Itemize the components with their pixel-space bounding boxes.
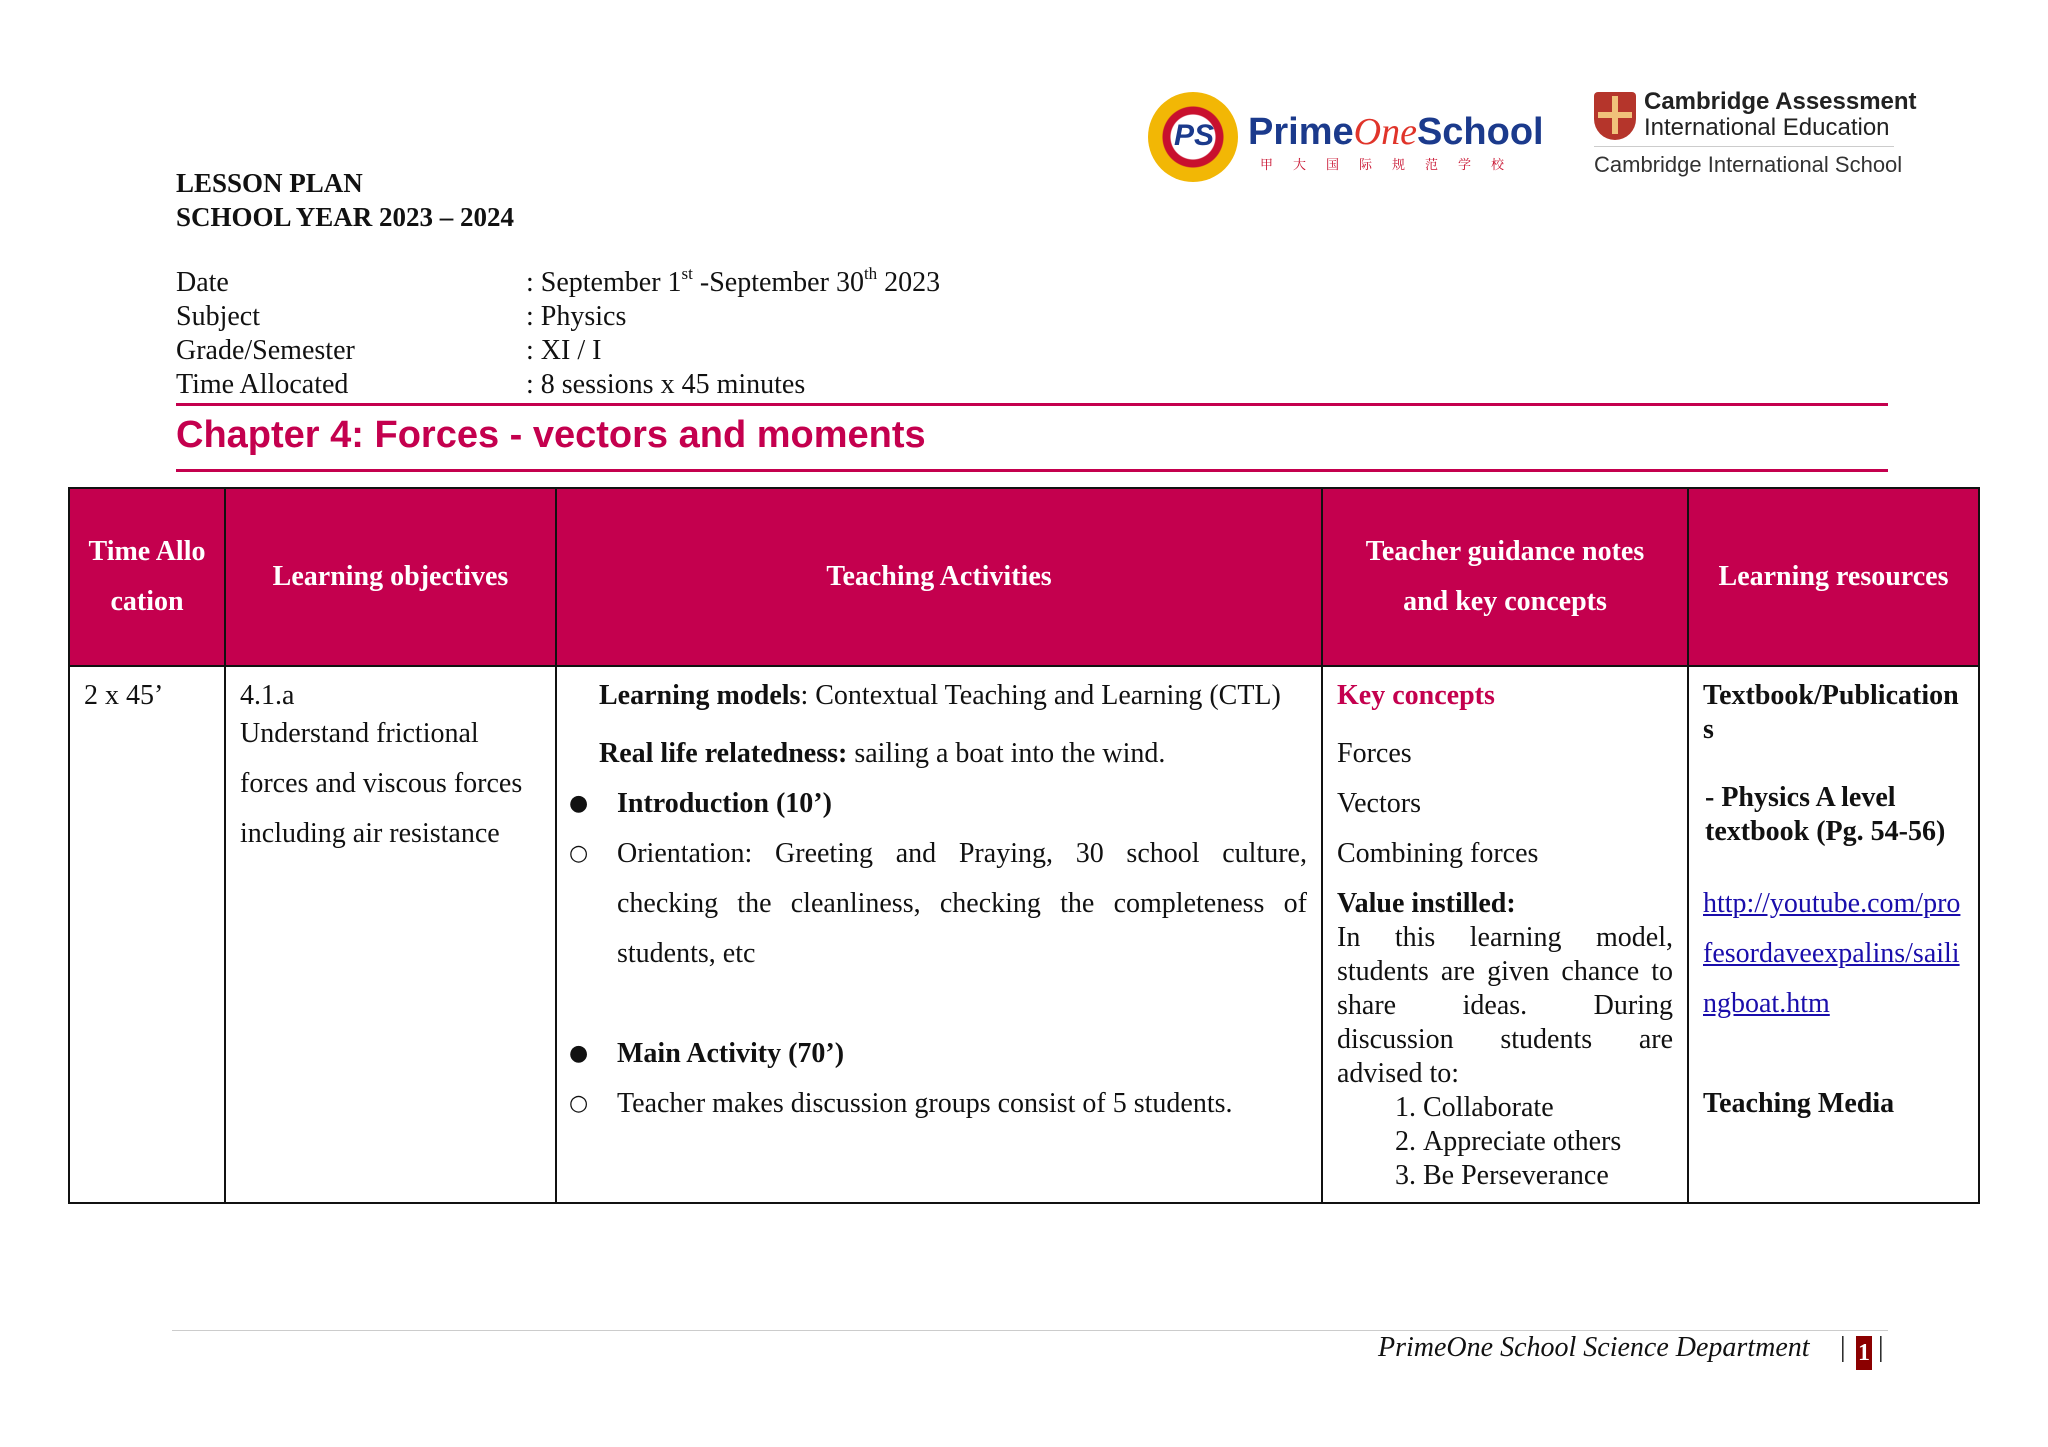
chapter-title: Chapter 4: Forces - vectors and moments xyxy=(176,414,926,456)
resources-textbook-item: - Physics A level textbook (Pg. 54-56) xyxy=(1705,782,1946,847)
objective-code: 4.1.a xyxy=(240,680,295,711)
footer-separator-end: | xyxy=(1878,1332,1884,1363)
footer-department: PrimeOne School Science Department xyxy=(1378,1332,1810,1363)
concept-combining-forces: Combining forces xyxy=(1337,838,1539,869)
page-number: 1 xyxy=(1856,1336,1872,1370)
chapter-bottom-rule xyxy=(176,469,1888,472)
date-label: Date xyxy=(176,267,229,298)
seal-initials: PS xyxy=(1174,119,1215,152)
list-item xyxy=(569,829,1307,979)
main-activity-heading: Main Activity (70’) xyxy=(617,1038,845,1069)
brand-prime: Prime xyxy=(1248,111,1354,153)
bullet-icon: ● xyxy=(569,1041,589,1066)
header-guidance-line-1: Teacher guidance notes xyxy=(1365,536,1645,567)
cell-resources xyxy=(1688,666,1979,1203)
primeone-school-logo xyxy=(1148,92,1544,188)
spacer xyxy=(569,979,1307,1029)
real-life-label: Real life relatedness: xyxy=(599,738,848,769)
subject-value: : Physics xyxy=(526,301,627,332)
cambridge-line-2: International Education xyxy=(1644,114,1890,141)
key-concepts-title: Key concepts xyxy=(1337,680,1495,711)
concept-forces: Forces xyxy=(1337,738,1412,769)
circle-bullet-icon: ○ xyxy=(569,841,589,866)
date-start-suffix: st xyxy=(681,264,693,283)
date-end: -September 30 xyxy=(692,267,864,298)
table-header-row xyxy=(69,488,1979,666)
list-item xyxy=(569,1079,1307,1129)
time-value-text: 2 x 45’ xyxy=(84,680,164,711)
values-list xyxy=(1337,1091,1673,1193)
grade-value: : XI / I xyxy=(526,335,602,366)
value-instilled-text: In this learning model, students are given chance to share ideas. During discussion students are advised to: xyxy=(1337,922,1673,1089)
resources-teaching-media: Teaching Media xyxy=(1703,1088,1895,1119)
header-teacher-guidance xyxy=(1322,488,1688,666)
introduction-heading: Introduction (10’) xyxy=(617,788,832,819)
time-value: : 8 sessions x 45 minutes xyxy=(526,369,806,400)
grade-label: Grade/Semester xyxy=(176,335,355,366)
subject-label: Subject xyxy=(176,301,260,332)
date-year: 2023 xyxy=(877,267,941,298)
learning-models-value: : Contextual Teaching and Learning (CTL) xyxy=(800,680,1281,711)
header-teaching-activities: Teaching Activities xyxy=(556,488,1322,666)
learning-models-label: Learning models xyxy=(599,680,801,711)
discussion-groups-text: Teacher makes discussion groups consist of 5 students. xyxy=(617,1088,1233,1119)
orientation-text: Orientation: Greeting and Praying, 30 school culture, checking the cleanliness, checking the completeness of students, etc xyxy=(617,838,1307,969)
list-item xyxy=(569,779,1307,829)
footer-rule xyxy=(172,1330,1888,1331)
date-value xyxy=(526,266,940,300)
learning-models-line xyxy=(569,679,1307,713)
list-item: 3. Be Perseverance xyxy=(1423,1159,1673,1193)
cambridge-line-1: Cambridge Assessment xyxy=(1644,88,1917,115)
real-life-line xyxy=(569,729,1307,779)
school-seal-icon xyxy=(1148,92,1238,182)
table-row xyxy=(69,666,1979,1203)
real-life-value: sailing a boat into the wind. xyxy=(847,738,1166,769)
list-item xyxy=(569,1029,1307,1079)
cell-objectives xyxy=(225,666,556,1203)
footer-separator: | xyxy=(1840,1332,1846,1363)
title-lesson-plan: LESSON PLAN xyxy=(176,168,363,198)
document-title xyxy=(176,166,514,234)
brand-chinese-name: 甲大国际规范学校 xyxy=(1260,158,1525,173)
circle-bullet-icon: ○ xyxy=(569,1091,589,1116)
cambridge-divider xyxy=(1594,146,1894,147)
chapter-top-rule xyxy=(176,403,1888,406)
title-school-year: SCHOOL YEAR 2023 – 2024 xyxy=(176,202,515,232)
cambridge-line-3: Cambridge International School xyxy=(1594,152,1903,177)
resources-video-link[interactable]: http://youtube.com/profesordaveexpalins/sailingboat.htm xyxy=(1703,888,1961,1019)
brand-wordmark xyxy=(1248,110,1544,154)
brand-one: One xyxy=(1353,111,1417,153)
date-end-suffix: th xyxy=(863,264,878,283)
header-learning-resources: Learning resources xyxy=(1688,488,1979,666)
concept-vectors: Vectors xyxy=(1337,788,1421,819)
header-learning-objectives: Learning objectives xyxy=(225,488,556,666)
time-label: Time Allocated xyxy=(176,369,349,400)
value-instilled-title: Value instilled: xyxy=(1337,888,1516,919)
date-start: : September 1 xyxy=(526,267,682,298)
cambridge-shield-icon xyxy=(1594,92,1636,140)
brand-school: School xyxy=(1416,111,1544,153)
cell-time xyxy=(69,666,225,1203)
list-item: 2. Appreciate others xyxy=(1423,1125,1673,1159)
bullet-icon: ● xyxy=(569,791,589,816)
header-time-allocation: Time Allocation xyxy=(69,488,225,666)
resources-textbook-title: Textbook/Publications xyxy=(1703,680,1959,745)
cell-activities xyxy=(556,666,1322,1203)
cambridge-logo xyxy=(1594,86,1917,186)
objective-text: Understand frictional forces and viscous forces including air resistance xyxy=(240,718,523,849)
lesson-plan-table xyxy=(68,487,1980,1204)
cell-guidance xyxy=(1322,666,1688,1203)
header-guidance-line-2: and key concepts xyxy=(1403,586,1607,617)
list-item: 1. Collaborate xyxy=(1423,1091,1673,1125)
